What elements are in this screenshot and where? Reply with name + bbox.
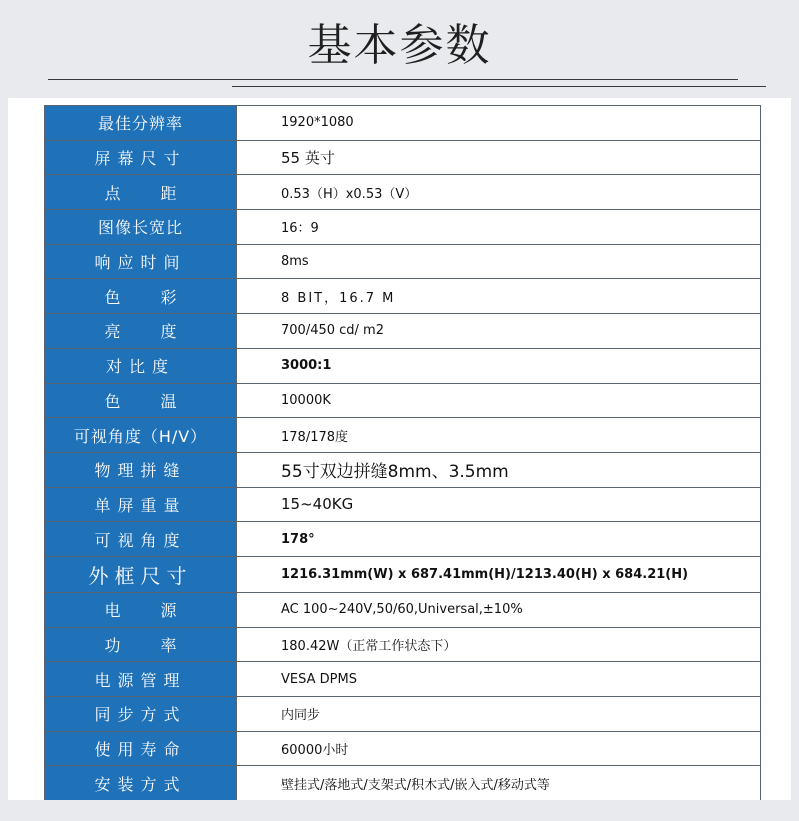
- spec-label: 电源管理: [45, 662, 237, 696]
- title-divider-bottom: [232, 86, 766, 87]
- spec-value: 178°: [237, 522, 760, 556]
- spec-value: 180.42W（正常工作状态下）: [237, 628, 760, 662]
- spec-row-outer-dimensions: [45, 557, 760, 593]
- spec-label: 使用寿命: [45, 732, 237, 766]
- spec-value: 1216.31mm(W) x 687.41mm(H)/1213.40(H) x 684.21(H): [237, 557, 760, 592]
- header: [0, 0, 799, 100]
- spec-row-pixel-pitch: [45, 175, 760, 210]
- spec-row-brightness: [45, 314, 760, 349]
- spec-value: AC 100~240V,50/60,Universal,±10%: [237, 593, 760, 627]
- spec-value: 55寸双边拼缝8mm、3.5mm: [237, 453, 760, 487]
- spec-label: 亮度: [45, 314, 237, 348]
- spec-row-screen-size: [45, 141, 760, 176]
- spec-label: 同步方式: [45, 697, 237, 731]
- spec-label: 可视角度（H/V）: [45, 418, 237, 452]
- spec-value: 内同步: [237, 697, 760, 731]
- spec-label: 对比度: [45, 349, 237, 383]
- spec-label: 功率: [45, 628, 237, 662]
- spec-value: 178/178度: [237, 418, 760, 452]
- spec-value: 55 英寸: [237, 141, 760, 175]
- spec-row-bezel-gap: [45, 453, 760, 488]
- spec-row-power-management: [45, 662, 760, 697]
- spec-label: 电源: [45, 593, 237, 627]
- spec-row-color-temp: [45, 384, 760, 419]
- spec-value: 8 BIT，16.7 M: [237, 279, 760, 313]
- spec-value: 700/450 cd/ m2: [237, 314, 760, 348]
- spec-row-sync-mode: [45, 697, 760, 732]
- spec-value: 16：9: [237, 210, 760, 244]
- spec-value: 壁挂式/落地式/支架式/积木式/嵌入式/移动式等: [237, 766, 760, 801]
- spec-row-response-time: [45, 245, 760, 280]
- spec-value: 3000:1: [237, 349, 760, 383]
- spec-label: 屏幕尺寸: [45, 141, 237, 175]
- spec-value: 0.53（H）x0.53（V）: [237, 175, 760, 209]
- spec-label: 可视角度: [45, 522, 237, 556]
- spec-row-color: [45, 279, 760, 314]
- spec-label: 图像长宽比: [45, 210, 237, 244]
- spec-label: 点距: [45, 175, 237, 209]
- spec-row-power-supply: [45, 593, 760, 628]
- spec-table: [44, 105, 761, 802]
- spec-value: VESA DPMS: [237, 662, 760, 696]
- spec-label: 外框尺寸: [45, 557, 237, 592]
- title-divider-top: [48, 79, 738, 80]
- spec-label: 物理拼缝: [45, 453, 237, 487]
- spec-row-installation: [45, 766, 760, 801]
- spec-row-power: [45, 628, 760, 663]
- spec-row-weight: [45, 488, 760, 523]
- footer-band: [0, 800, 799, 821]
- spec-row-lifespan: [45, 732, 760, 767]
- spec-row-viewing-angle: [45, 522, 760, 557]
- spec-row-viewing-angle-hv: [45, 418, 760, 453]
- spec-row-contrast: [45, 349, 760, 384]
- spec-label: 色温: [45, 384, 237, 418]
- spec-value: 10000K: [237, 384, 760, 418]
- spec-row-resolution: [45, 106, 760, 141]
- spec-row-aspect-ratio: [45, 210, 760, 245]
- spec-value: 8ms: [237, 245, 760, 279]
- spec-label: 最佳分辨率: [45, 106, 237, 140]
- spec-label: 单屏重量: [45, 488, 237, 522]
- page-title: 基本参数: [307, 20, 492, 71]
- spec-label: 安装方式: [45, 766, 237, 801]
- spec-label: 响应时间: [45, 245, 237, 279]
- spec-value: 1920*1080: [237, 106, 760, 140]
- spec-value: 15~40KG: [237, 488, 760, 522]
- spec-label: 色彩: [45, 279, 237, 313]
- spec-value: 60000小时: [237, 732, 760, 766]
